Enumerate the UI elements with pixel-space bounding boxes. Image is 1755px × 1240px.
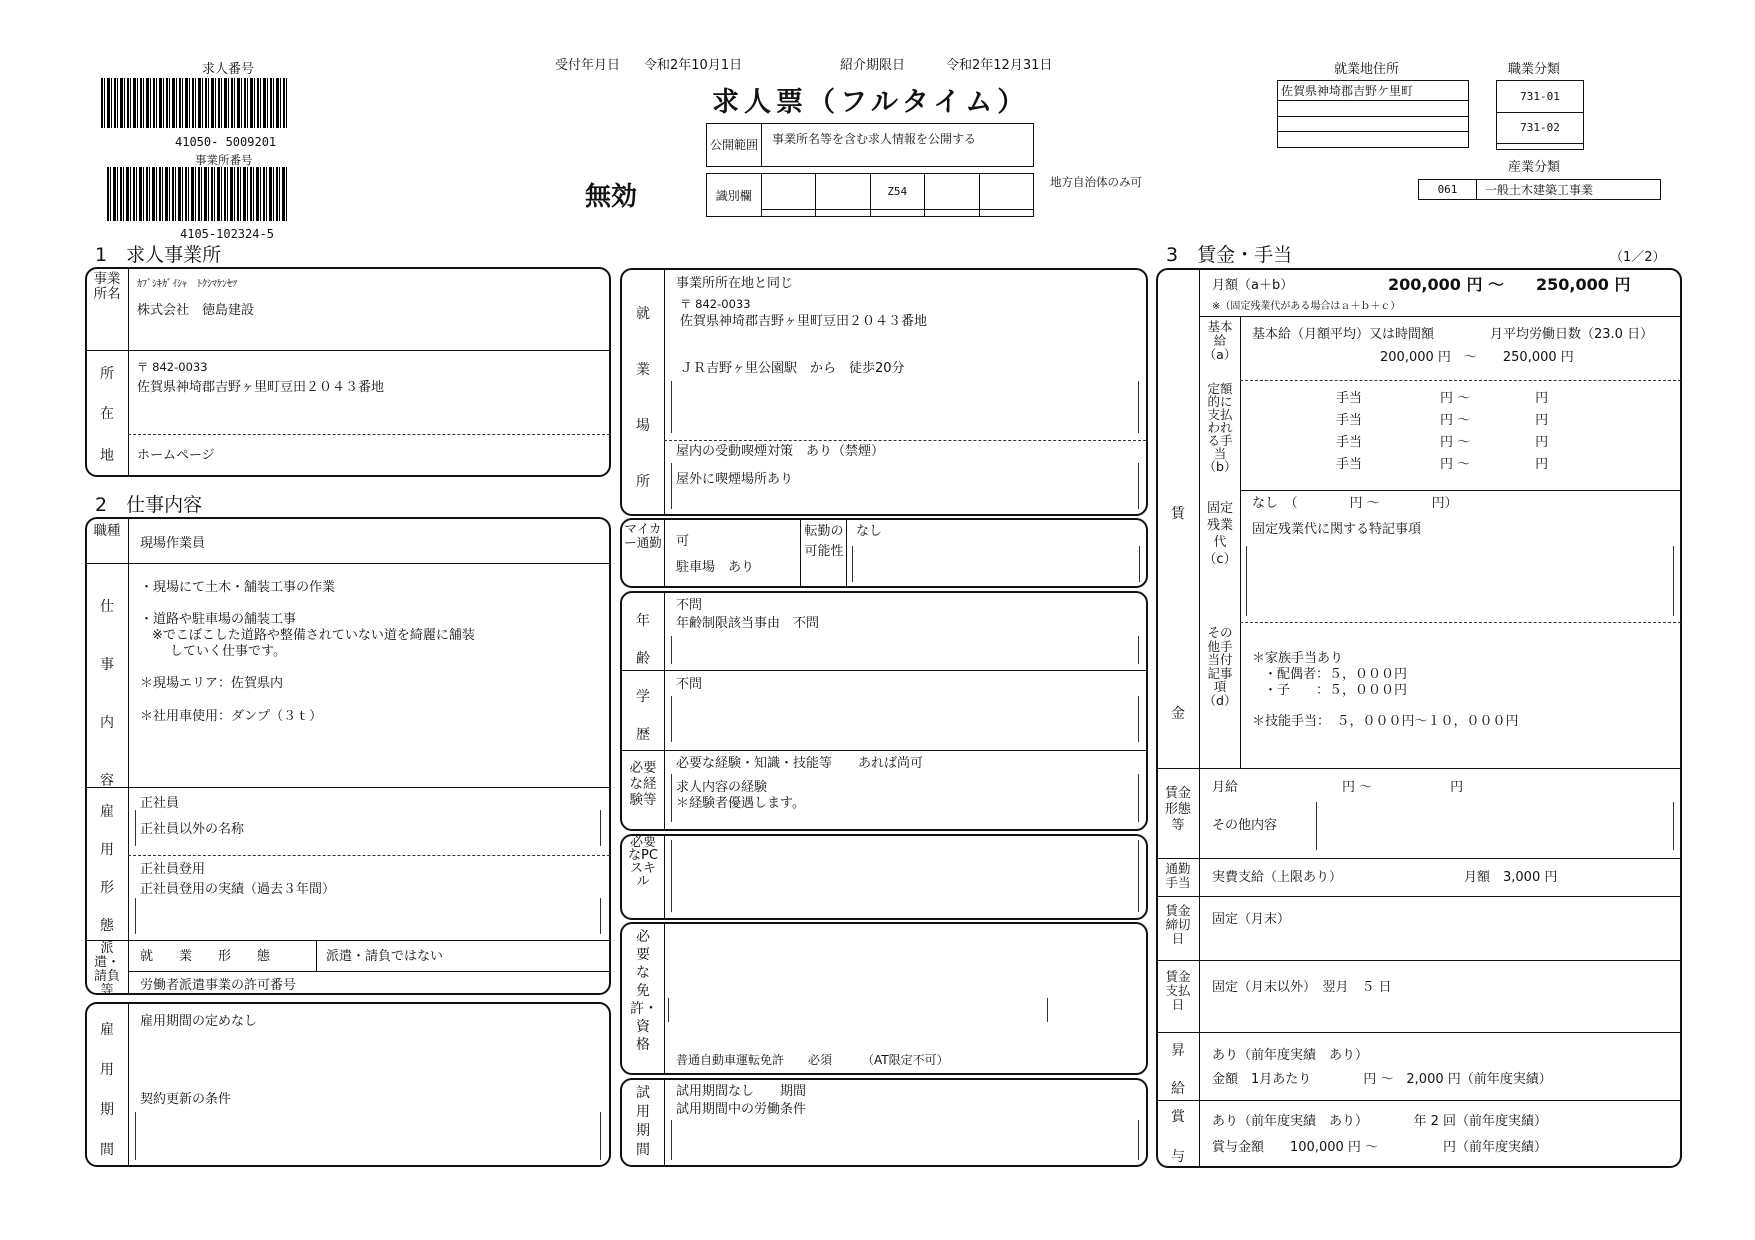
kihon-2: 月平均労働日数（23.0 日） (1490, 327, 1654, 342)
menkyo-bracket (668, 998, 1048, 1022)
shugyo-basho-label: 就業場所 (636, 306, 650, 490)
shokushu-label: 職種 (93, 523, 121, 539)
kitsuen-1: 屋内の受動喫煙対策 あり（禁煙） (676, 444, 885, 459)
teate-row-3: 手当 円 ～ 円 (1336, 435, 1549, 450)
keiken-label: 必要な経験等 (629, 760, 657, 808)
kihon-1: 基本給（月額平均）又は時間額 (1252, 327, 1435, 342)
shokyu-label-2: 給 (1171, 1081, 1185, 1097)
touyou-bracket (135, 898, 601, 934)
kotei-2: 固定残業代に関する特記事項 (1252, 522, 1422, 537)
menkyo-label: 必要な免許・資格 (630, 929, 658, 1053)
kotei-zangyo-label: 固定残業代（c） (1203, 501, 1237, 567)
shiharai-value: 固定（月末以外） 翌月 ５ 日 (1212, 980, 1392, 995)
gakureki-label: 学歴 (636, 689, 650, 743)
shugyo-label: 就業地住所 (1334, 62, 1400, 77)
naiyou-line-1: ・現場にて土木・舗装工事の作業 (140, 580, 336, 595)
nenrei-label: 年齢 (636, 613, 650, 667)
jigyosho-barcode (107, 167, 287, 221)
shoyo-label-2: 与 (1171, 1149, 1185, 1165)
chiho-note: 地方自治体のみ可 (1050, 175, 1142, 189)
uketsuke-label: 受付年月日 (555, 58, 621, 73)
page-number: （1／2） (1610, 250, 1666, 265)
sonota-teate-label: その他手当付記事項（d） (1203, 625, 1237, 708)
kihon-label: 基本給（a） (1203, 319, 1237, 362)
shiyou-bracket (671, 1120, 1139, 1160)
mukou-stamp: 無効 (585, 182, 638, 212)
pc-skill-bracket (671, 840, 1139, 912)
access-bracket (671, 381, 1139, 433)
shokyu-label-1: 昇 (1171, 1043, 1185, 1059)
sonota-2: ・配偶者：５，０００円 (1264, 667, 1408, 682)
homepage-label: ホームページ (137, 448, 215, 463)
tsukin-1: 実費支給（上限あり） (1212, 870, 1343, 885)
kotei-1: なし （ 円 ～ 円） (1252, 496, 1458, 511)
jigyosho-address: 佐賀県神埼郡吉野ヶ里町豆田２０４３番地 (137, 380, 385, 395)
nenrei-bracket (671, 636, 1139, 664)
naiyou-line-4: していく仕事です。 (170, 644, 286, 659)
shozaichi-label-1: 所 (100, 366, 114, 382)
shugyo-basho-1: 事業所所在地と同じ (676, 276, 794, 291)
jigyosho-name-label: 事業所名 (93, 271, 121, 302)
tsukin-2: 月額 3,000 円 (1464, 870, 1558, 885)
shimekiri-label: 賃金締切日 (1165, 903, 1191, 946)
shokugyo-2: 731-02 (1497, 112, 1584, 144)
tenkin-bracket (852, 546, 1140, 582)
shokugyo-1: 731-01 (1497, 81, 1584, 113)
keiken-3: ＊経験者優遇します。 (676, 796, 805, 811)
shugyo-basho-zip: 〒 842-0033 (680, 297, 751, 311)
kotei-note: ※（固定残業代がある場合はａ＋ｂ＋ｃ） (1212, 301, 1401, 312)
haken-value: 派遣・請負ではない (326, 949, 444, 964)
koyou-keitai-label: 雇用形態 (100, 804, 114, 934)
sangyo-name: 一般土木建築工事業 (1477, 180, 1661, 200)
sangyo-table (1418, 179, 1661, 200)
jigyosho-bango-label: 事業所番号 (195, 153, 253, 167)
dekidaka-label: 賃金形態等 (1164, 786, 1191, 833)
shiyou-2: 試用期間中の労働条件 (676, 1102, 807, 1117)
sec3-title: 3 賃金・手当 (1166, 244, 1293, 266)
jigyosho-bango: 4105-102324-5 (180, 227, 274, 241)
chingin-label (1166, 414, 1190, 814)
gakureki-value: 不問 (676, 677, 703, 692)
kitsuen-bracket (671, 463, 1139, 509)
nenrei-value: 不問 (676, 598, 703, 613)
shoyo-2: 賞与金額 100,000 円 ～ 円（前年度実績） (1212, 1140, 1548, 1155)
shugyo-table (1277, 80, 1469, 148)
getsugaku-label: 月額（a＋b） (1212, 278, 1294, 293)
shokyu-2: 金額 1月あたり 円 ～ 2,000 円（前年度実績） (1212, 1072, 1552, 1087)
teate-row-2: 手当 円 ～ 円 (1336, 413, 1549, 428)
document-title: 求人票（フルタイム） (712, 87, 1030, 118)
sec1-title: 1 求人事業所 (95, 244, 222, 266)
getsugaku-value: 200,000 円 ～ 250,000 円 (1388, 275, 1631, 294)
naiyou-line-5: ＊現場エリア：佐賀県内 (140, 676, 284, 691)
shozaichi-label-2: 在 (100, 406, 114, 422)
koyou-kikan-value: 雇用期間の定めなし (140, 1014, 258, 1029)
shoyo-1: あり（前年度実績 あり） 年 2 回（前年度実績） (1212, 1114, 1548, 1129)
kyujin-barcode (101, 78, 288, 128)
sec2-title: 2 仕事内容 (95, 494, 203, 516)
keiyaku-koushin: 契約更新の条件 (140, 1092, 232, 1107)
shiharai-label: 賃金支払日 (1165, 969, 1191, 1012)
koyou-value: 正社員 (140, 796, 180, 811)
tenkin-value: なし (856, 524, 883, 539)
sangyo-code: 061 (1419, 180, 1477, 200)
mycar-value: 可 (676, 534, 690, 549)
shozaichi-label-3: 地 (100, 448, 114, 464)
dekidaka-2: その他内容 (1212, 818, 1278, 833)
shokushu-value: 現場作業員 (140, 536, 206, 551)
access-text: ＪＲ吉野ヶ里公園駅 から 徒歩20分 (680, 361, 905, 376)
keiken-1: 必要な経験・知識・技能等 あれば尚可 (676, 756, 924, 771)
pc-skill-label: 必要なPCスキル (628, 835, 658, 889)
koyou-kikan-label: 雇用期間 (100, 1022, 114, 1158)
kihon-amount: 200,000 円 ～ 250,000 円 (1380, 350, 1574, 365)
kyujin-bango-label: 求人番号 (202, 62, 255, 77)
shugyo-keitai-label: 就 業 形 態 (140, 949, 271, 964)
shokyu-1: あり（前年度実績 あり） (1212, 1048, 1369, 1063)
koukai-label: 公開範囲 (707, 124, 762, 167)
jigyosho-kana: ｶﾌﾞｼｷｶﾞｲｼｬ ﾄｸｼﾏｹﾝｾﾂ (137, 279, 237, 290)
koyou-igai: 正社員以外の名称 (140, 822, 245, 837)
kitsuen-2: 屋外に喫煙場所あり (676, 472, 794, 487)
tsukin-label: 通勤手当 (1165, 861, 1191, 890)
gakureki-bracket (671, 696, 1139, 742)
keiken-bracket (671, 774, 1139, 822)
teate-label: 定額的に支払われる手当（b） (1203, 381, 1237, 474)
uketsuke-date: 令和2年10月1日 (644, 58, 743, 73)
shikibetsu-label: 識別欄 (707, 174, 762, 217)
parking-value: 駐車場 あり (676, 560, 755, 575)
shimekiri-value: 固定（月末） (1212, 912, 1291, 927)
shugyo-value: 佐賀県神埼郡吉野ケ里町 (1278, 81, 1469, 101)
touyou-jisseki: 正社員登用の実績（過去３年間） (140, 882, 336, 897)
naiyou-line-2: ・道路や駐車場の舗装工事 (140, 612, 297, 627)
touyou-label: 正社員登用 (140, 862, 206, 877)
jigyosho-zip: 〒 842-0033 (137, 360, 208, 374)
shikibetsu-code: Z54 (870, 174, 925, 210)
tenkin-label: 転勤の可能性 (804, 524, 844, 559)
shokugyo-label: 職業分類 (1508, 62, 1561, 77)
shokai-date: 令和2年12月31日 (946, 58, 1053, 73)
shoyo-label-1: 賞 (1171, 1109, 1185, 1125)
shigoto-naiyou-label: 仕事内容 (100, 599, 114, 789)
teate-row-1: 手当 円 ～ 円 (1336, 391, 1549, 406)
shokai-label: 紹介期限日 (840, 58, 906, 73)
kyujin-bango: 41050- 5009201 (175, 135, 277, 149)
shiyou-label: 試用期間 (636, 1085, 650, 1158)
koukai-value: 事業所名等を含む求人情報を公開する (762, 124, 1034, 167)
haken-label: 派遣・請負等 (93, 941, 120, 998)
menkyo-value: 普通自動車運転免許 必須 （AT限定不可） (676, 1053, 949, 1067)
sonota-4: ＊技能手当： ５，０００円～１０，０００円 (1252, 714, 1519, 729)
sonota-3: ・子 ：５，０００円 (1264, 683, 1408, 698)
shiyou-1: 試用期間なし 期間 (676, 1084, 807, 1099)
shugyo-basho-addr: 佐賀県神埼郡吉野ヶ里町豆田２０４３番地 (680, 314, 928, 329)
shokugyo-table (1496, 80, 1584, 150)
chingin-label-text: 賃金 (1171, 506, 1185, 722)
koukai-table (706, 123, 1034, 167)
haken-kyoka: 労働者派遣事業の許可番号 (140, 978, 297, 993)
naiyou-line-3: ※でこぼこした道路や整備されていない道を綺麗に舗装 (152, 628, 475, 643)
keiyaku-bracket (135, 1112, 601, 1160)
mycar-label: マイカー通勤 (624, 521, 662, 550)
dekidaka-1: 月給 円 ～ 円 (1212, 780, 1464, 795)
sangyo-label: 産業分類 (1508, 160, 1561, 175)
dekidaka-bracket (1316, 802, 1674, 850)
nenrei-seigen: 年齢制限該当事由 不問 (676, 616, 820, 631)
keiken-2: 求人内容の経験 (676, 780, 768, 795)
teate-row-4: 手当 円 ～ 円 (1336, 457, 1549, 472)
jigyosho-name: 株式会社 徳島建設 (137, 303, 255, 318)
naiyou-line-6: ＊社用車使用：ダンプ（３ｔ） (140, 709, 323, 724)
shikibetsu-table (706, 173, 1034, 217)
sonota-1: ＊家族手当あり (1252, 651, 1344, 666)
kotei-bracket (1246, 546, 1674, 616)
